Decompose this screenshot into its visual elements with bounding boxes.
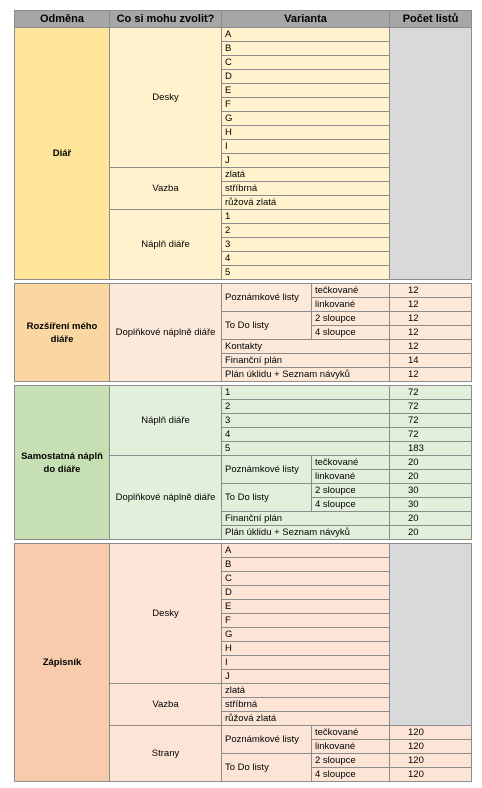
option-cell: 4 — [222, 428, 390, 442]
pages-cell: 20 — [390, 526, 472, 540]
option-cell: A — [222, 544, 390, 558]
pages-cell: 30 — [390, 484, 472, 498]
group-name: Diář — [15, 28, 110, 280]
option-cell: 5 — [222, 266, 390, 280]
pages-cell: 120 — [390, 726, 472, 740]
pages-cell: 72 — [390, 400, 472, 414]
table-row — [15, 28, 472, 42]
group-name: Zápisník — [15, 544, 110, 782]
option-cell: 5 — [222, 442, 390, 456]
option-cell: I — [222, 656, 390, 670]
option-cell: F — [222, 98, 390, 112]
option-cell: 1 — [222, 210, 390, 224]
option-cell: C — [222, 572, 390, 586]
pages-cell: 72 — [390, 428, 472, 442]
option-cell: Finanční plán — [222, 354, 390, 368]
option-cell: B — [222, 42, 390, 56]
option-cell: Finanční plán — [222, 512, 390, 526]
header-row — [15, 11, 472, 28]
option-cell: To Do listy — [222, 312, 312, 340]
option-cell: zlatá — [222, 684, 390, 698]
choice-cell: Strany — [110, 726, 222, 782]
suboption-cell: 4 sloupce — [312, 768, 390, 782]
suboption-cell: tečkované — [312, 456, 390, 470]
table-row — [15, 544, 472, 558]
option-cell: 3 — [222, 238, 390, 252]
pages-cell: 14 — [390, 354, 472, 368]
option-cell: G — [222, 628, 390, 642]
option-cell: stříbrná — [222, 182, 390, 196]
option-cell: E — [222, 600, 390, 614]
pages-cell: 12 — [390, 368, 472, 382]
pages-cell: 183 — [390, 442, 472, 456]
pages-cell: 30 — [390, 498, 472, 512]
option-cell: 3 — [222, 414, 390, 428]
option-cell: D — [222, 586, 390, 600]
option-cell: To Do listy — [222, 754, 312, 782]
pages-cell: 20 — [390, 470, 472, 484]
option-cell: To Do listy — [222, 484, 312, 512]
option-cell: C — [222, 56, 390, 70]
suboption-cell: 2 sloupce — [312, 754, 390, 768]
option-cell: Poznámkové listy — [222, 456, 312, 484]
option-cell: G — [222, 112, 390, 126]
option-cell: Plán úklidu + Seznam návyků — [222, 526, 390, 540]
option-cell: E — [222, 84, 390, 98]
suboption-cell: 4 sloupce — [312, 498, 390, 512]
pages-cell: 20 — [390, 512, 472, 526]
header-pages: Počet listů — [390, 11, 472, 28]
option-cell: 2 — [222, 224, 390, 238]
suboption-cell: 2 sloupce — [312, 484, 390, 498]
header-variant: Odměna — [15, 11, 110, 28]
pages-empty — [390, 544, 472, 726]
choice-cell: Doplňkové náplně diáře — [110, 456, 222, 540]
pages-cell: 120 — [390, 768, 472, 782]
option-cell: H — [222, 642, 390, 656]
option-cell: Kontakty — [222, 340, 390, 354]
group-name: Rozšíření mého diáře — [15, 284, 110, 382]
option-cell: zlatá — [222, 168, 390, 182]
suboption-cell: linkované — [312, 298, 390, 312]
pages-cell: 12 — [390, 340, 472, 354]
pages-cell: 72 — [390, 414, 472, 428]
suboption-cell: tečkované — [312, 284, 390, 298]
option-cell: B — [222, 558, 390, 572]
choice-cell: Doplňkové náplně diáře — [110, 284, 222, 382]
pages-cell: 72 — [390, 386, 472, 400]
pages-empty — [390, 28, 472, 280]
pages-cell: 20 — [390, 456, 472, 470]
pages-cell: 12 — [390, 312, 472, 326]
suboption-cell: linkované — [312, 470, 390, 484]
option-cell: J — [222, 154, 390, 168]
option-cell: 1 — [222, 386, 390, 400]
suboption-cell: linkované — [312, 740, 390, 754]
table-row — [15, 386, 472, 400]
table-row — [15, 284, 472, 298]
option-cell: Poznámkové listy — [222, 284, 312, 312]
option-cell: Poznámkové listy — [222, 726, 312, 754]
suboption-cell: tečkované — [312, 726, 390, 740]
choice-cell: Desky — [110, 544, 222, 684]
pages-cell: 12 — [390, 298, 472, 312]
pages-cell: 120 — [390, 740, 472, 754]
option-cell: A — [222, 28, 390, 42]
option-cell: D — [222, 70, 390, 84]
option-cell: I — [222, 140, 390, 154]
choice-cell: Náplň diáře — [110, 386, 222, 456]
group-name: Samostatná náplň do diáře — [15, 386, 110, 540]
header-option: Varianta — [222, 11, 390, 28]
option-cell: F — [222, 614, 390, 628]
suboption-cell: 4 sloupce — [312, 326, 390, 340]
option-cell: J — [222, 670, 390, 684]
pages-cell: 12 — [390, 284, 472, 298]
pages-cell: 120 — [390, 754, 472, 768]
choice-cell: Vazba — [110, 168, 222, 210]
choice-cell: Náplň diáře — [110, 210, 222, 280]
choice-cell: Desky — [110, 28, 222, 168]
suboption-cell: 2 sloupce — [312, 312, 390, 326]
option-cell: 4 — [222, 252, 390, 266]
option-cell: 2 — [222, 400, 390, 414]
option-cell: Plán úklidu + Seznam návyků — [222, 368, 390, 382]
option-cell: stříbrná — [222, 698, 390, 712]
pages-cell: 12 — [390, 326, 472, 340]
header-choice: Co si mohu zvolit? — [110, 11, 222, 28]
option-cell: růžová zlatá — [222, 196, 390, 210]
choice-cell: Vazba — [110, 684, 222, 726]
option-cell: H — [222, 126, 390, 140]
rewards-table — [14, 10, 472, 782]
option-cell: růžová zlatá — [222, 712, 390, 726]
table-body — [15, 28, 472, 782]
